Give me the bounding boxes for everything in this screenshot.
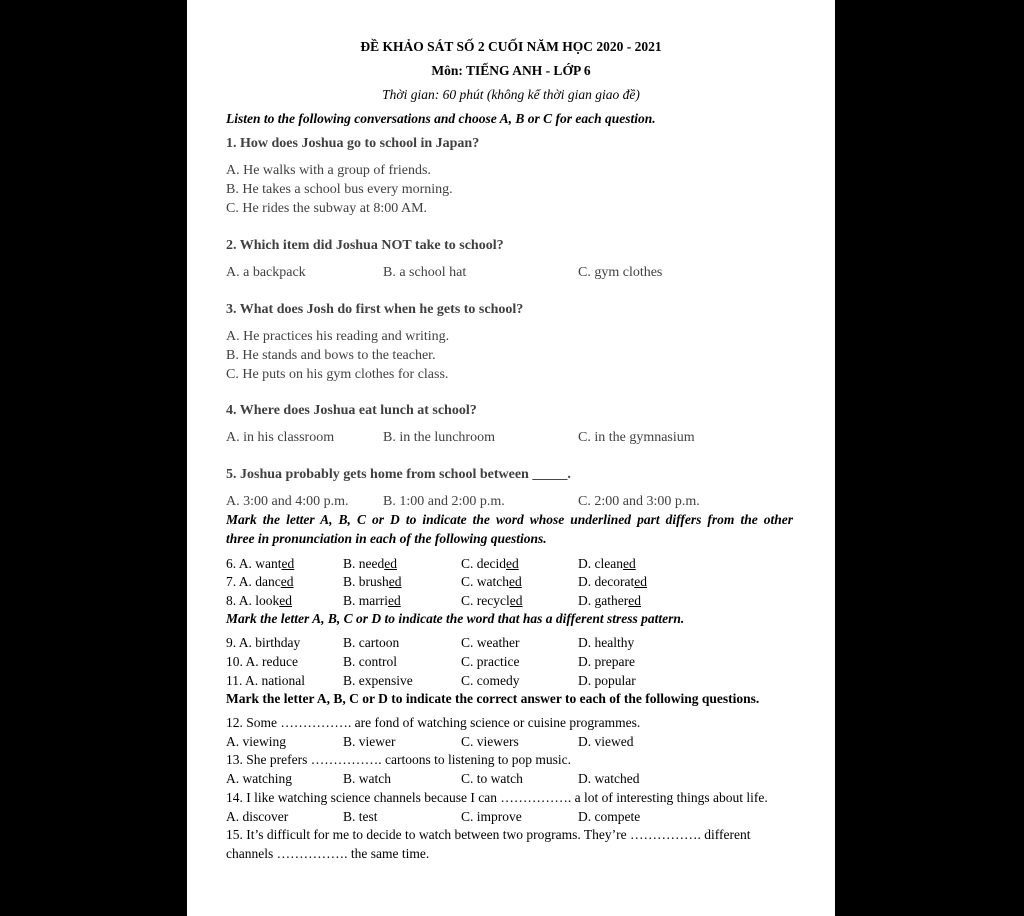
exam-time: Thời gian: 60 phút (không kể thời gian giao đề)	[382, 87, 640, 102]
q8-option-c: C. recycled	[461, 593, 523, 608]
q2-option-a: A. a backpack	[226, 265, 306, 280]
exam-page	[187, 0, 835, 916]
q8-option-d: D. gathered	[578, 593, 641, 608]
q8-option-a: 8. A. looked	[226, 593, 293, 608]
question-1: 1. How does Joshua go to school in Japan?	[226, 136, 480, 151]
question-15-line1: 15. It’s difficult for me to decide to watch between two programs. They’re ……………. different	[226, 827, 751, 842]
q11-option-a: 11. A. national	[226, 673, 305, 688]
q2-option-c: C. gym clothes	[578, 265, 663, 280]
q12-option-d: D. viewed	[578, 734, 634, 749]
listening-instruction: Listen to the following conversations and choose A, B or C for each question.	[226, 111, 656, 126]
q6-option-c: C. decided	[461, 556, 519, 571]
q14-option-a: A. discover	[226, 809, 289, 824]
q10-option-b: B. control	[343, 654, 397, 669]
q13-option-d: D. watched	[578, 771, 640, 786]
exam-title: ĐỀ KHẢO SÁT SỐ 2 CUỐI NĂM HỌC 2020 - 2021	[360, 39, 662, 54]
q3-option-c: C. He puts on his gym clothes for class.	[226, 367, 449, 382]
q6-option-a: 6. A. wanted	[226, 556, 295, 571]
q4-option-c: C. in the gymnasium	[578, 430, 695, 445]
question-15-line2: channels ……………. the same time.	[226, 846, 430, 861]
q13-option-a: A. watching	[226, 771, 292, 786]
q1-option-b: B. He takes a school bus every morning.	[226, 182, 453, 197]
q12-option-c: C. viewers	[461, 734, 519, 749]
q4-option-b: B. in the lunchroom	[383, 430, 495, 445]
q3-option-a: A. He practices his reading and writing.	[226, 329, 450, 344]
q12-option-b: B. viewer	[343, 734, 396, 749]
q14-option-b: B. test	[343, 809, 378, 824]
q9-option-c: C. weather	[461, 635, 520, 650]
q13-option-c: C. to watch	[461, 771, 523, 786]
q14-option-d: D. compete	[578, 809, 641, 824]
q1-option-a: A. He walks with a group of friends.	[226, 163, 431, 178]
grammar-instruction: Mark the letter A, B, C or D to indicate the correct answer to each of the following questions.	[226, 691, 760, 706]
q10-option-d: D. prepare	[578, 654, 635, 669]
q5-option-c: C. 2:00 and 3:00 p.m.	[578, 494, 700, 509]
q5-option-b: B. 1:00 and 2:00 p.m.	[383, 494, 505, 509]
q12-option-a: A. viewing	[226, 734, 286, 749]
q3-option-b: B. He stands and bows to the teacher.	[226, 348, 436, 363]
question-13: 13. She prefers ……………. cartoons to listening to pop music.	[226, 752, 571, 767]
q7-option-b: B. brushed	[343, 574, 402, 589]
q2-option-b: B. a school hat	[383, 265, 467, 280]
question-2: 2. Which item did Joshua NOT take to school?	[226, 238, 504, 253]
exam-subject: Môn: TIẾNG ANH - LỚP 6	[431, 63, 591, 78]
q9-option-d: D. healthy	[578, 635, 635, 650]
q1-option-c: C. He rides the subway at 8:00 AM.	[226, 201, 428, 216]
q6-option-d: D. cleaned	[578, 556, 636, 571]
q6-option-b: B. needed	[343, 556, 397, 571]
q14-option-c: C. improve	[461, 809, 522, 824]
pronunciation-instruction-line1: Mark the letter A, B, C or D to indicate the word whose underlined part differs from the other	[226, 512, 793, 527]
question-14: 14. I like watching science channels because I can ……………. a lot of interesting things about life.	[226, 790, 768, 805]
question-5: 5. Joshua probably gets home from school between _____.	[226, 467, 571, 482]
q7-option-d: D. decorated	[578, 574, 647, 589]
question-12: 12. Some ……………. are fond of watching science or cuisine programmes.	[226, 715, 641, 730]
q10-option-c: C. practice	[461, 654, 520, 669]
stress-instruction: Mark the letter A, B, C or D to indicate the word that has a different stress pattern.	[226, 611, 685, 626]
q11-option-d: D. popular	[578, 673, 636, 688]
q7-option-a: 7. A. danced	[226, 574, 294, 589]
q7-option-c: C. watched	[461, 574, 522, 589]
q4-option-a: A. in his classroom	[226, 430, 335, 445]
q9-option-b: B. cartoon	[343, 635, 400, 650]
q10-option-a: 10. A. reduce	[226, 654, 298, 669]
question-4: 4. Where does Joshua eat lunch at school?	[226, 403, 477, 418]
q13-option-b: B. watch	[343, 771, 391, 786]
q8-option-b: B. married	[343, 593, 401, 608]
question-3: 3. What does Josh do first when he gets to school?	[226, 302, 524, 317]
q9-option-a: 9. A. birthday	[226, 635, 301, 650]
pronunciation-instruction-line2: three in pronunciation in each of the following questions.	[226, 531, 547, 546]
q11-option-b: B. expensive	[343, 673, 413, 688]
q5-option-a: A. 3:00 and 4:00 p.m.	[226, 494, 349, 509]
q11-option-c: C. comedy	[461, 673, 520, 688]
